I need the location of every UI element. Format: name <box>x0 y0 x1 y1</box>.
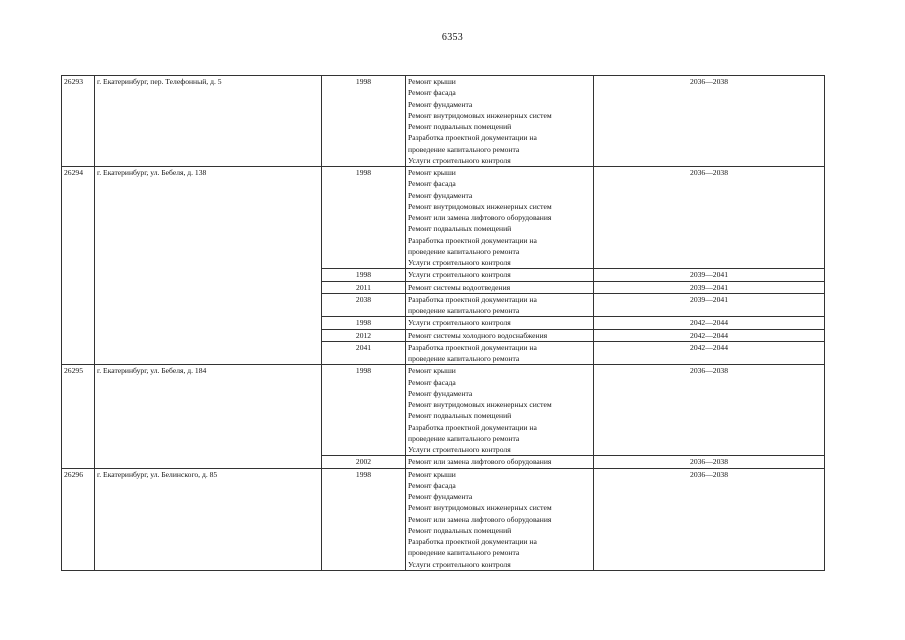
work-item: Ремонт подвальных помещений <box>408 122 512 131</box>
work-item: Ремонт подвальных помещений <box>408 411 512 421</box>
work-item: Ремонт фасада <box>408 480 456 490</box>
work-types-cell <box>406 341 594 365</box>
work-item: Ремонт подвальных помещений <box>408 525 512 535</box>
work-types-cell <box>406 293 594 317</box>
planned-period-cell: 2036—2038 <box>594 365 825 456</box>
work-item: проведение капитального ремонта <box>408 246 520 256</box>
house-id-cell: 26296 <box>62 468 95 570</box>
work-item: Ремонт или замена лифтового оборудования <box>408 457 552 467</box>
commission-year-cell: 2041 <box>322 341 406 365</box>
work-item: Ремонт фундамента <box>408 388 473 398</box>
table-row <box>62 167 825 269</box>
work-item: Ремонт фундамента <box>408 99 473 109</box>
house-id-cell: 26295 <box>62 365 95 468</box>
work-item: проведение капитального ремонта <box>408 548 520 558</box>
work-item: Ремонт крыши <box>408 77 456 86</box>
work-item: Разработка проектной документации на <box>408 422 537 432</box>
work-types-cell <box>406 76 594 167</box>
work-types-cell <box>406 468 594 570</box>
work-item: Разработка проектной документации на <box>408 294 537 304</box>
work-item: Ремонт внутридомовых инженерных систем <box>408 400 552 409</box>
work-item: Услуги строительного контроля <box>408 258 511 267</box>
work-item: Ремонт внутридомовых инженерных систем <box>408 503 552 513</box>
work-item: Ремонт фундамента <box>408 190 473 200</box>
planned-period-cell: 2042—2044 <box>594 341 825 365</box>
work-item: Ремонт или замена лифтового оборудования <box>408 213 552 222</box>
house-id-cell: 26293 <box>62 76 95 167</box>
work-item: Ремонт фундамента <box>408 492 473 501</box>
planned-period-cell: 2036—2038 <box>594 468 825 570</box>
page-number: 6353 <box>441 32 464 43</box>
work-item: Ремонт фасада <box>408 88 456 98</box>
work-item: Ремонт фасада <box>408 179 456 189</box>
house-id-cell: 26294 <box>62 167 95 365</box>
table-row <box>62 365 825 456</box>
work-types-cell <box>406 269 594 281</box>
work-item: Разработка проектной документации на <box>408 537 537 546</box>
work-types-cell <box>406 456 594 468</box>
address-cell: г. Екатеринбург, ул. Бебеля, д. 138 <box>95 167 322 365</box>
work-types-cell <box>406 167 594 269</box>
commission-year-cell: 2012 <box>322 329 406 341</box>
work-item: Ремонт внутридомовых инженерных систем <box>408 110 552 120</box>
commission-year-cell: 2038 <box>322 293 406 317</box>
work-item: Услуги строительного контроля <box>408 270 511 280</box>
work-item: Разработка проектной документации на <box>408 133 537 143</box>
commission-year-cell: 2011 <box>322 281 406 293</box>
repair-schedule-table <box>61 75 825 571</box>
work-item: проведение капитального ремонта <box>408 433 520 443</box>
work-item: Ремонт или замена лифтового оборудования <box>408 514 552 524</box>
work-item: Ремонт системы холодного водоснабжения <box>408 330 548 340</box>
work-item: Разработка проектной документации на <box>408 342 537 352</box>
planned-period-cell: 2036—2038 <box>594 456 825 468</box>
work-item: Ремонт крыши <box>408 366 456 376</box>
work-item: Ремонт крыши <box>408 469 456 479</box>
planned-period-cell: 2039—2041 <box>594 281 825 293</box>
work-item: проведение капитального ремонта <box>408 354 520 363</box>
work-item: Услуги строительного контроля <box>408 155 511 165</box>
work-item: Услуги строительного контроля <box>408 559 511 569</box>
work-types-cell <box>406 317 594 329</box>
work-item: Ремонт внутридомовых инженерных систем <box>408 201 552 211</box>
work-item: Ремонт фасада <box>408 377 456 387</box>
commission-year-cell: 1998 <box>322 269 406 281</box>
table-body <box>62 76 825 571</box>
commission-year-cell: 1998 <box>322 365 406 456</box>
table-row <box>62 468 825 570</box>
planned-period-cell: 2042—2044 <box>594 317 825 329</box>
address-cell: г. Екатеринбург, ул. Бебеля, д. 184 <box>95 365 322 468</box>
work-types-cell <box>406 329 594 341</box>
work-item: Разработка проектной документации на <box>408 235 537 245</box>
work-item: Ремонт системы водоотведения <box>408 282 511 292</box>
work-item: Ремонт крыши <box>408 168 456 177</box>
planned-period-cell: 2036—2038 <box>594 167 825 269</box>
work-types-cell <box>406 365 594 456</box>
work-item: Ремонт подвальных помещений <box>408 224 512 234</box>
commission-year-cell: 1998 <box>322 317 406 329</box>
planned-period-cell: 2039—2041 <box>594 293 825 317</box>
commission-year-cell: 1998 <box>322 76 406 167</box>
commission-year-cell: 2002 <box>322 456 406 468</box>
planned-period-cell: 2042—2044 <box>594 329 825 341</box>
address-cell: г. Екатеринбург, ул. Белинского, д. 85 <box>95 468 322 570</box>
work-item: проведение капитального ремонта <box>408 144 520 154</box>
address-cell: г. Екатеринбург, пер. Телефонный, д. 5 <box>95 76 322 167</box>
commission-year-cell: 1998 <box>322 167 406 269</box>
work-types-cell <box>406 281 594 293</box>
table-row <box>62 76 825 167</box>
work-item: проведение капитального ремонта <box>408 306 520 315</box>
planned-period-cell: 2036—2038 <box>594 76 825 167</box>
work-item: Услуги строительного контроля <box>408 318 511 328</box>
work-item: Услуги строительного контроля <box>408 445 511 454</box>
planned-period-cell: 2039—2041 <box>594 269 825 281</box>
commission-year-cell: 1998 <box>322 468 406 570</box>
